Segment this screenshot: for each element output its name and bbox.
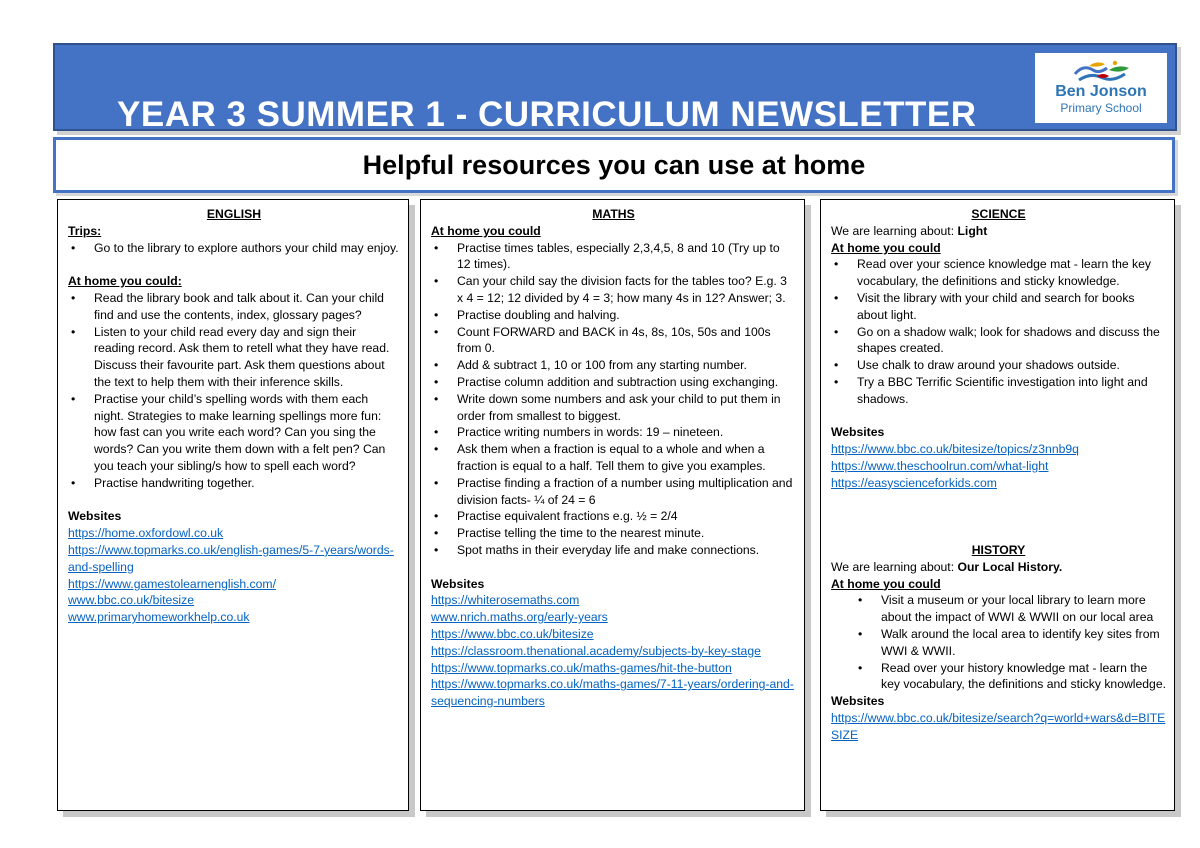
english-panel <box>57 199 409 811</box>
history-learning-line <box>831 559 1166 576</box>
list-item: • Go to the library to explore authors your child may enjoy. <box>68 240 400 257</box>
website-link[interactable]: www.bbc.co.uk/bitesize <box>68 593 194 608</box>
list-item: • Visit a museum or your local library to learn more about the impact of WWI & WWII on our local area <box>831 592 1166 626</box>
website-link[interactable]: https://easyscienceforkids.com <box>831 475 997 490</box>
newsletter-title: YEAR 3 SUMMER 1 - CURRICULUM NEWSLETTER <box>117 95 977 134</box>
school-logo <box>1035 53 1167 123</box>
list-item: • Write down some numbers and ask your child to put them in order from smallest to biggest. <box>431 391 796 425</box>
list-item: • Try a BBC Terrific Scientific investigation into light and shadows. <box>831 374 1166 408</box>
list-item: • Practise times tables, especially 2,3,4,5, 8 and 10 (Try up to 12 times). <box>431 240 796 274</box>
website-link[interactable]: https://www.bbc.co.uk/bitesize/search?q=world+wars&d=BITESIZE <box>831 710 1166 742</box>
website-link[interactable]: www.primaryhomeworkhelp.co.uk <box>68 610 250 625</box>
list-item: • Practise your child’s spelling words with them each night. Strategies to make learning spellings more fun: how fast can you write each word? Can you sing the words? Can you write them down with a felt pen? Can you teach your sibling/s how to spell each word? <box>68 391 400 475</box>
list-item: • Go on a shadow walk; look for shadows and discuss the shapes created. <box>831 324 1166 358</box>
list-item: • Count FORWARD and BACK in 4s, 8s, 10s, 50s and 100s from 0. <box>431 324 796 358</box>
science-learning-line <box>831 223 1166 240</box>
website-link[interactable]: https://classroom.thenational.academy/subjects-by-key-stage <box>431 643 761 658</box>
english-home-heading: At home you could: <box>68 274 182 289</box>
list-item: • Add & subtract 1, 10 or 100 from any starting number. <box>431 357 796 374</box>
list-item: • Listen to your child read every day and sign their reading record. Ask them to retell what they have read. Discuss their favourite part. Ask them questions about the text to help them with their inference skills. <box>68 324 400 391</box>
school-name: Ben Jonson <box>1055 83 1147 100</box>
website-link[interactable]: https://www.theschoolrun.com/what-light <box>831 458 1049 473</box>
list-item: • Read over your science knowledge mat - learn the key vocabulary, the definitions and sticky knowledge. <box>831 256 1166 290</box>
list-item: • Visit the library with your child and search for books about light. <box>831 290 1166 324</box>
maths-title: MATHS <box>592 207 635 221</box>
list-item: • Walk around the local area to identify key sites from WWI & WWII. <box>831 626 1166 660</box>
science-home-heading: At home you could <box>831 240 941 255</box>
maths-websites-heading: Websites <box>431 576 485 591</box>
list-item: • Can your child say the division facts for the tables too? E.g. 3 x 4 = 12; 12 divided by 4 = 3; how many 4s in 12? Answer; 3. <box>431 273 796 307</box>
english-websites-heading: Websites <box>68 509 122 524</box>
maths-home-heading: At home you could <box>431 223 541 238</box>
list-item: • Practise finding a fraction of a number using multiplication and division facts- ¼ of 24 = 6 <box>431 475 796 509</box>
header-band <box>53 43 1177 134</box>
website-link[interactable]: https://www.bbc.co.uk/bitesize <box>431 626 594 641</box>
history-websites-heading: Websites <box>831 694 885 709</box>
english-trips-heading: Trips: <box>68 223 102 238</box>
website-link[interactable]: https://www.gamestolearnenglish.com/ <box>68 576 276 591</box>
list-item: • Read the library book and talk about it. Can your child find and use the contents, index, glossary pages? <box>68 290 400 324</box>
website-link[interactable]: https://www.topmarks.co.uk/maths-games/hit-the-button <box>431 660 732 675</box>
science-websites-heading: Websites <box>831 425 885 440</box>
website-link[interactable]: https://www.topmarks.co.uk/maths-games/7-11-years/ordering-and-sequencing-numbers <box>431 677 794 709</box>
list-item: • Practise equivalent fractions e.g. ½ = 2/4 <box>431 508 796 525</box>
website-link[interactable]: www.nrich.maths.org/early-years <box>431 610 608 625</box>
website-link[interactable]: https://home.oxfordowl.co.uk <box>68 526 224 541</box>
list-item: • Ask them when a fraction is equal to a whole and when a fraction is equal to a half. Tell them to give you examples. <box>431 441 796 475</box>
english-title: ENGLISH <box>206 207 262 221</box>
maths-panel <box>420 199 805 811</box>
history-home-heading: At home you could <box>831 576 941 591</box>
list-item: • Use chalk to draw around your shadows outside. <box>831 357 1166 374</box>
list-item: • Read over your history knowledge mat - learn the key vocabulary, the definitions and sticky knowledge. <box>831 660 1166 694</box>
school-subtitle: Primary School <box>1060 101 1142 115</box>
list-item: • Practise column addition and subtraction using exchanging. <box>431 374 796 391</box>
school-logo-icon <box>1069 58 1133 84</box>
history-learning-prefix: We are learning about: <box>831 559 958 574</box>
page-subtitle: Helpful resources you can use at home <box>362 150 866 180</box>
list-item: • Practice writing numbers in words: 19 – nineteen. <box>431 424 796 441</box>
website-link[interactable]: https://www.bbc.co.uk/bitesize/topics/z3nnb9q <box>831 442 1079 457</box>
history-title: HISTORY <box>971 542 1026 557</box>
website-link[interactable]: https://whiterosemaths.com <box>431 593 580 608</box>
list-item: • Spot maths in their everyday life and make connections. <box>431 542 796 559</box>
science-history-panel <box>820 199 1175 811</box>
list-item: • Practise doubling and halving. <box>431 307 796 324</box>
science-title: SCIENCE <box>971 207 1026 221</box>
list-item: • Practise handwriting together. <box>68 475 400 492</box>
website-link[interactable]: https://www.topmarks.co.uk/english-games/5-7-years/words-and-spelling <box>68 542 394 574</box>
history-learning-topic: Our Local History. <box>957 559 1063 574</box>
science-learning-prefix: We are learning about: <box>831 223 958 238</box>
science-learning-topic: Light <box>957 223 988 238</box>
list-item: • Practise telling the time to the nearest minute. <box>431 525 796 542</box>
subtitle-box <box>53 137 1175 193</box>
